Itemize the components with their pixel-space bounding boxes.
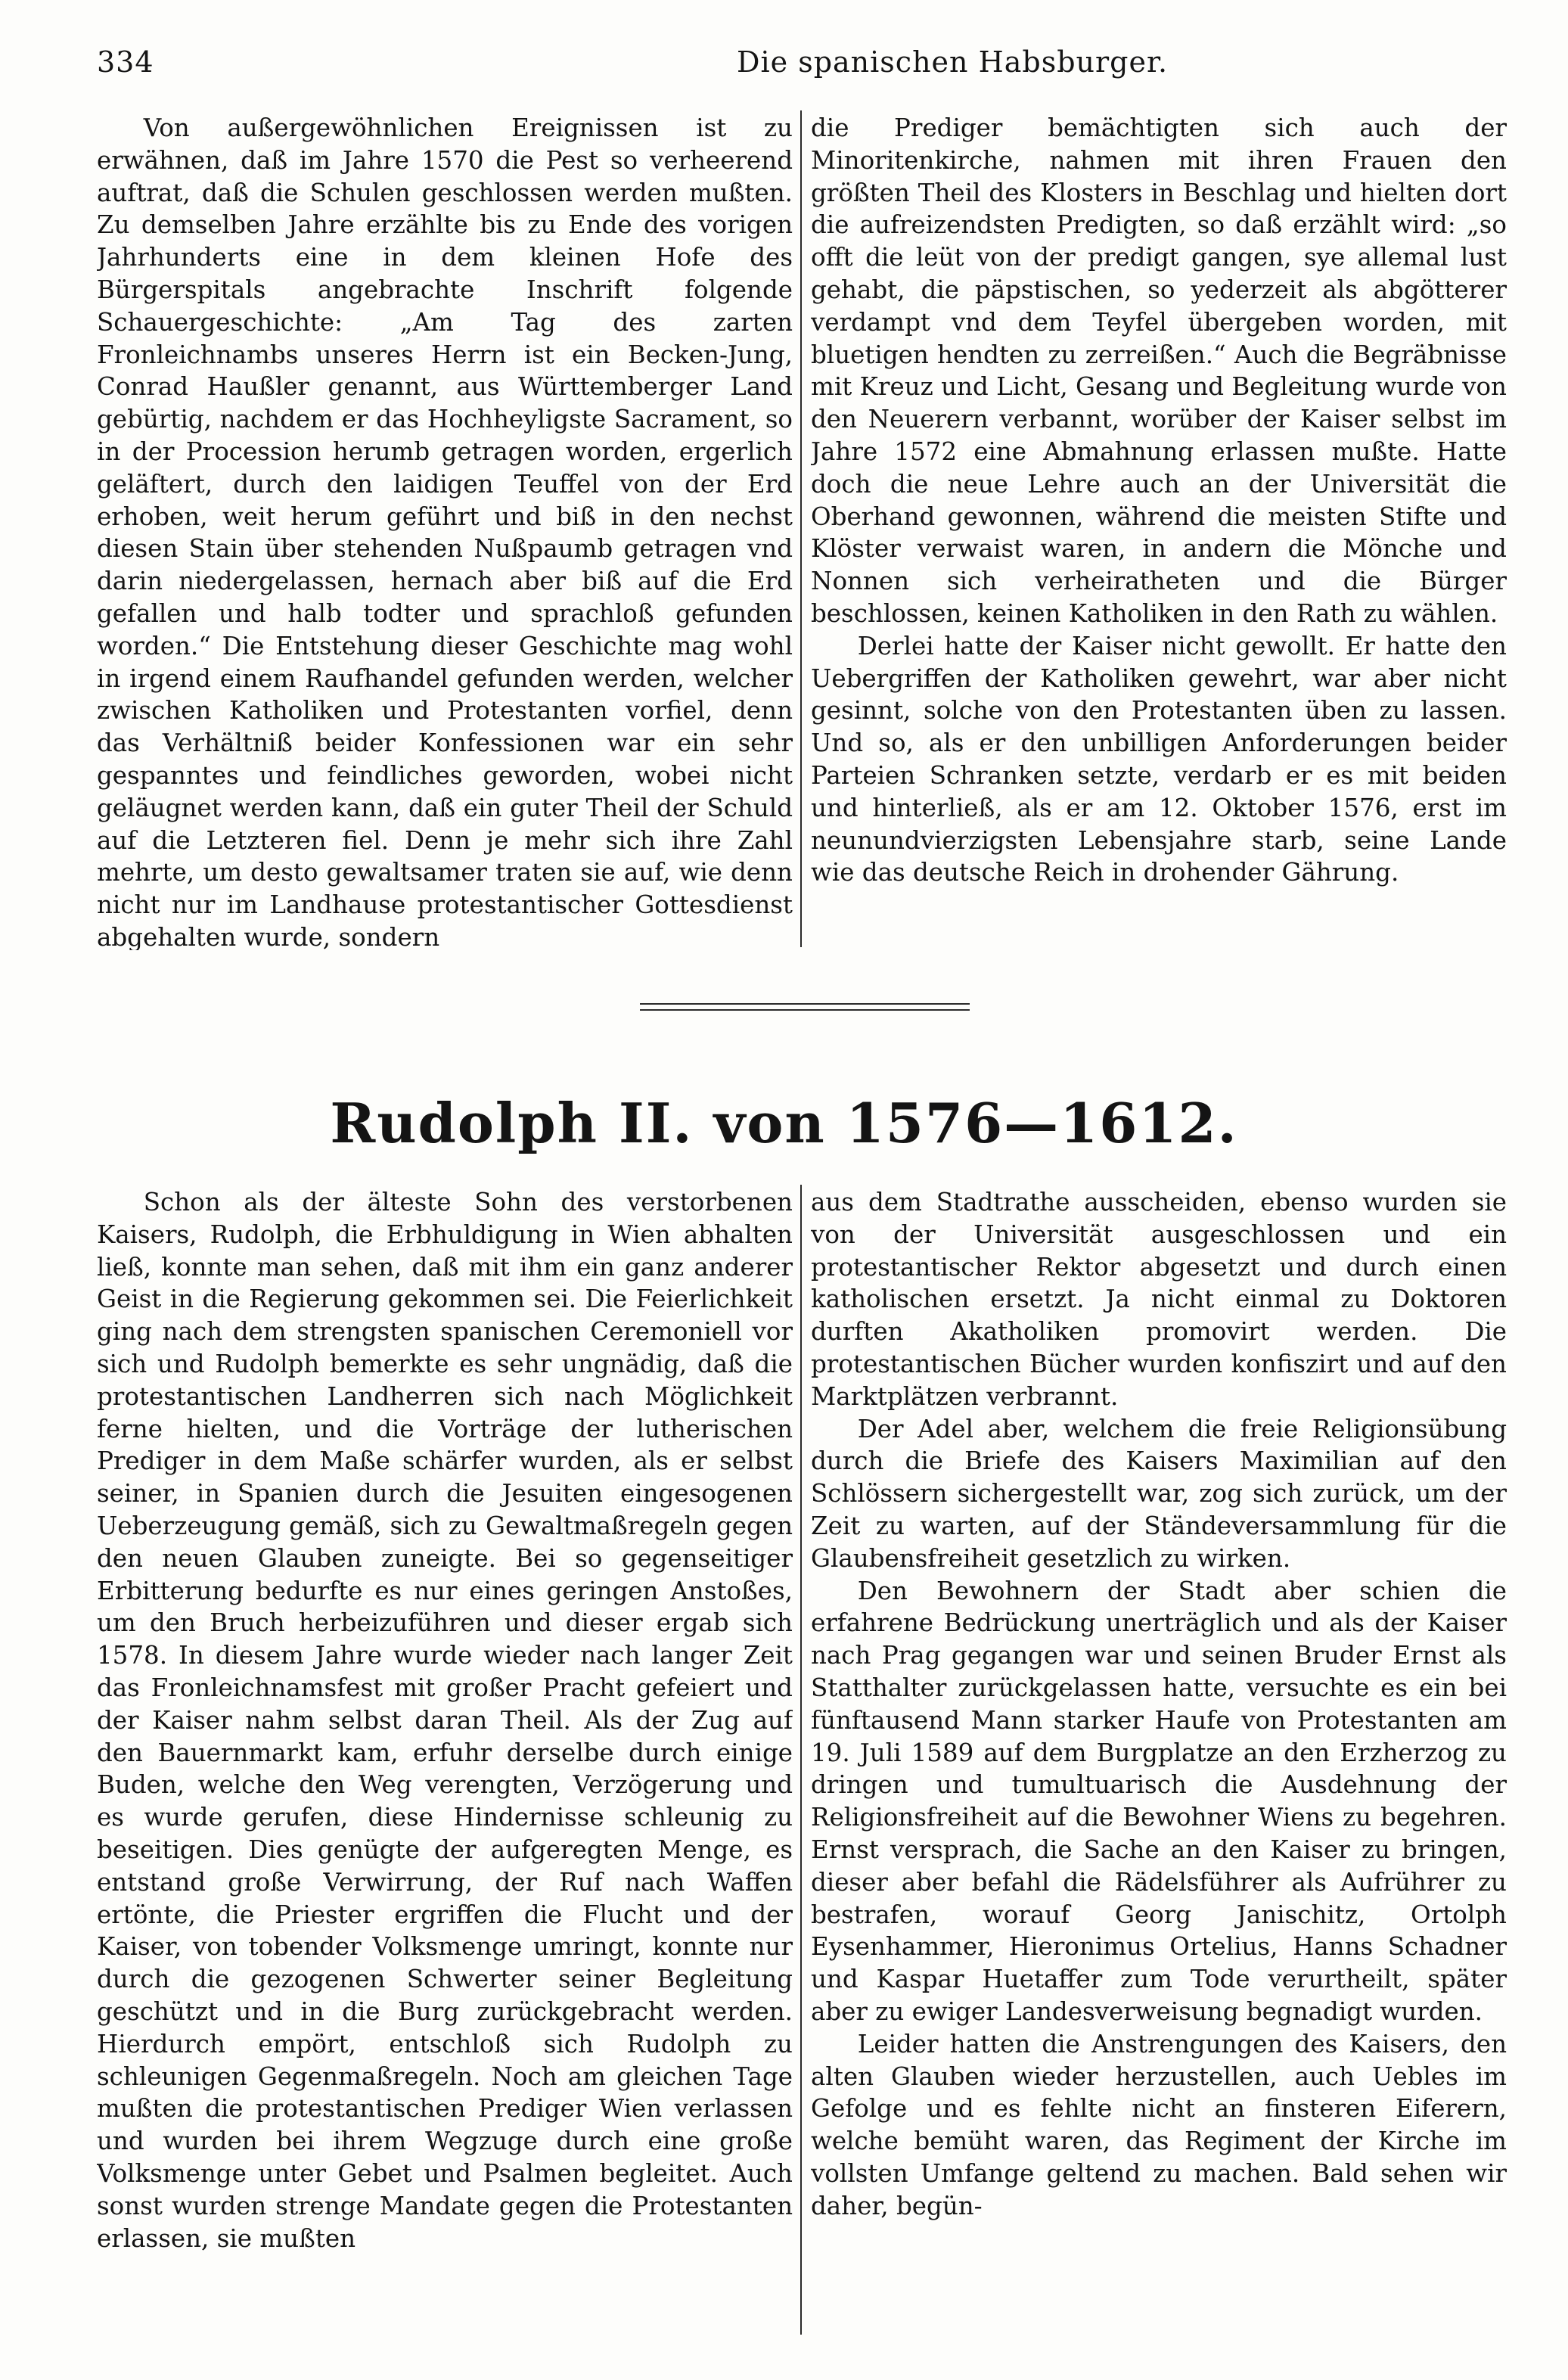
- top-right-column: [811, 112, 1507, 950]
- column-divider: [800, 110, 802, 947]
- paragraph: Der Adel aber, welchem die freie Religionsübung durch die Briefe des Kaisers Maximilian auf den Schlössern sichergestellt war, zog sich zurück, um der Zeit zu warten, auf der Ständeversammlung für die Glaubensfreiheit gesetzlich zu wirken.: [811, 1414, 1507, 1573]
- bottom-left-column: [97, 1186, 793, 2351]
- page-number: 334: [97, 45, 154, 79]
- paragraph: Schon als der älteste Sohn des verstorbenen Kaisers, Rudolph, die Erbhuldigung in Wien abhalten ließ, konnte man sehen, daß mit ihm ein ganz anderer Geist in die Regierung gekommen sei. Die Feierlichkeit ging nach dem strengsten spanischen Ceremoniell vor sich und Rudolph bemerkte es sehr ungnädig, daß die protestantischen Landherren sich nach Möglichkeit ferne hielten, und die Vorträge der lutherischen Prediger in dem Maße schärfer wurden, als er selbst seiner, in Spanien durch die Jesuiten eingesogenen Ueberzeugung gemäß, sich zu Gewaltmaßregeln gegen den neuen Glauben zuneigte. Bei so gegenseitiger Erbitterung bedurfte es nur eines geringen Anstoßes, um den Bruch herbeizuführen und dieser ergab sich 1578. In diesem Jahre wurde wieder nach langer Zeit das Fronleichnamsfest mit großer Pracht gefeiert und der Kaiser nahm selbst daran Theil. Als der Zug auf den Bauernmarkt kam, erfuhr derselbe durch einige Buden, welche den Weg verengten, Verzögerung und es wurde gerufen, diese Hindernisse schleunig zu beseitigen. Dies genügte der aufgeregten Menge, es entstand große Verwirrung, der Ruf nach Waffen ertönte, die Priester ergriffen die Flucht und der Kaiser, von tobender Volksmenge umringt, konnte nur durch die gezogenen Schwerter seiner Begleitung geschützt und in die Burg zurückgebracht werden. Hierdurch empört, entschloß sich Rudolph zu schleunigen Gegenmaßregeln. Noch am gleichen Tage mußten die protestantischen Prediger Wien verlassen und wurden bei ihrem Wegzuge durch eine große Volksmenge unter Gebet und Psalmen begleitet. Auch sonst wurden strenge Mandate gegen die Protestanten erlassen, sie mußten: [97, 1188, 793, 2253]
- paragraph: die Prediger bemächtigten sich auch der Minoritenkirche, nahmen mit ihren Frauen den größten Theil des Klosters in Beschlag und hielten dort die aufreizendsten Predigten, so daß erzählt wird: „so offt die leüt von der predigt gangen, sye allemal lust gehabt, die päpstischen, so yederzeit als abgötterer verdampt vnd dem Teyfel übergeben worden, mit bluetigen hendten zu zerreißen.“ Auch die Begräbnisse mit Kreuz und Licht, Gesang und Begleitung wurde von den Neuerern verbannt, worüber der Kaiser selbst im Jahre 1572 eine Abmahnung erlassen mußte. Hatte doch die neue Lehre auch an der Universität die Oberhand gewonnen, während die meisten Stifte und Klöster verwaist waren, in andern die Mönche und Nonnen sich verheiratheten und die Bürger beschlossen, keinen Katholiken in den Rath zu wählen.: [811, 113, 1507, 628]
- bottom-right-column: [811, 1186, 1507, 2351]
- column-divider: [800, 1185, 802, 2335]
- paragraph: Den Bewohnern der Stadt aber schien die erfahrene Bedrückung unerträglich und als der Kaiser nach Prag gegangen war und seinen Bruder Ernst als Statthalter zurückgelassen hatte, versuchte es ein bei fünftausend Mann starker Haufe von Protestanten am 19. Juli 1589 auf dem Burgplatze an den Erzherzog zu dringen und tumultuarisch die Ausdehnung der Religionsfreiheit auf die Bewohner Wiens zu begehren. Ernst versprach, die Sache an den Kaiser zu bringen, dieser aber befahl die Rädelsführer als Aufrührer zu bestrafen, worauf Georg Janischitz, Ortolph Eysenhammer, Hieronimus Ortelius, Hanns Schadner und Kaspar Huetaffer zum Tode verurtheilt, später aber zu ewiger Landesverweisung begnadigt wurden.: [811, 1576, 1507, 2026]
- section-separator-rule: [640, 1003, 970, 1011]
- running-title: Die spanischen Habsburger.: [737, 45, 1169, 79]
- paragraph: Leider hatten die Anstrengungen des Kaisers, den alten Glauben wieder herzustellen, auch Uebles im Gefolge und es fehlte nicht an finsteren Eiferern, welche bemüht waren, das Regiment der Kirche im vollsten Umfange geltend zu machen. Bald sehen wir daher, begün-: [811, 2029, 1507, 2220]
- paragraph: Von außergewöhnlichen Ereignissen ist zu erwähnen, daß im Jahre 1570 die Pest so verheerend auftrat, daß die Schulen geschlossen werden mußten. Zu demselben Jahre erzählte bis zu Ende des vorigen Jahrhunderts eine in dem kleinen Hofe des Bürgerspitals angebrachte Inschrift folgende Schauergeschichte: „Am Tag des zarten Fronleichnambs unseres Herrn ist ein Becken-Jung, Conrad Haußler genannt, aus Württemberger Land gebürtig, nachdem er das Hochheyligste Sacrament, so in der Procession herumb getragen worden, ergerlich geläftert, durch den laidigen Teuffel von der Erd erhoben, weit herum geführt und biß in den nechst diesen Stain über stehenden Nußpaumb getragen vnd darin niedergelassen, hernach aber biß auf die Erd gefallen und halb todter und sprachloß gefunden worden.“ Die Entstehung dieser Geschichte mag wohl in irgend einem Raufhandel gefunden werden, welcher zwischen Katholiken und Protestanten vorfiel, denn das Verhältniß beider Konfessionen war ein sehr gespanntes und feindliches geworden, wobei nicht geläugnet werden kann, daß ein guter Theil der Schuld auf die Letzteren fiel. Denn je mehr sich ihre Zahl mehrte, um desto gewaltsamer traten sie auf, wie denn nicht nur im Landhause protestantischer Gottesdienst abgehalten wurde, sondern: [97, 113, 793, 950]
- paragraph: aus dem Stadtrathe ausscheiden, ebenso wurden sie von der Universität ausgeschlossen und ein protestantischer Rektor abgesetzt und durch einen katholischen ersetzt. Ja nicht einmal zu Doktoren durften Akatholiken promovirt werden. Die protestantischen Bücher wurden konfiszirt und auf den Marktplätzen verbrannt.: [811, 1188, 1507, 1411]
- section-heading: Rudolph II. von 1576—1612.: [330, 1091, 1238, 1155]
- top-left-column: [97, 112, 793, 950]
- paragraph: Derlei hatte der Kaiser nicht gewollt. Er hatte den Uebergriffen der Katholiken gewehrt, war aber nicht gesinnt, solche von den Protestanten üben zu lassen. Und so, als er den unbilligen Anforderungen beider Parteien Schranken setzte, verdarb er es mit beiden und hinterließ, als er am 12. Oktober 1576, erst im neunundvierzigsten Lebensjahre starb, seine Lande wie das deutsche Reich in drohender Gährung.: [811, 631, 1507, 887]
- running-head: [97, 45, 1496, 91]
